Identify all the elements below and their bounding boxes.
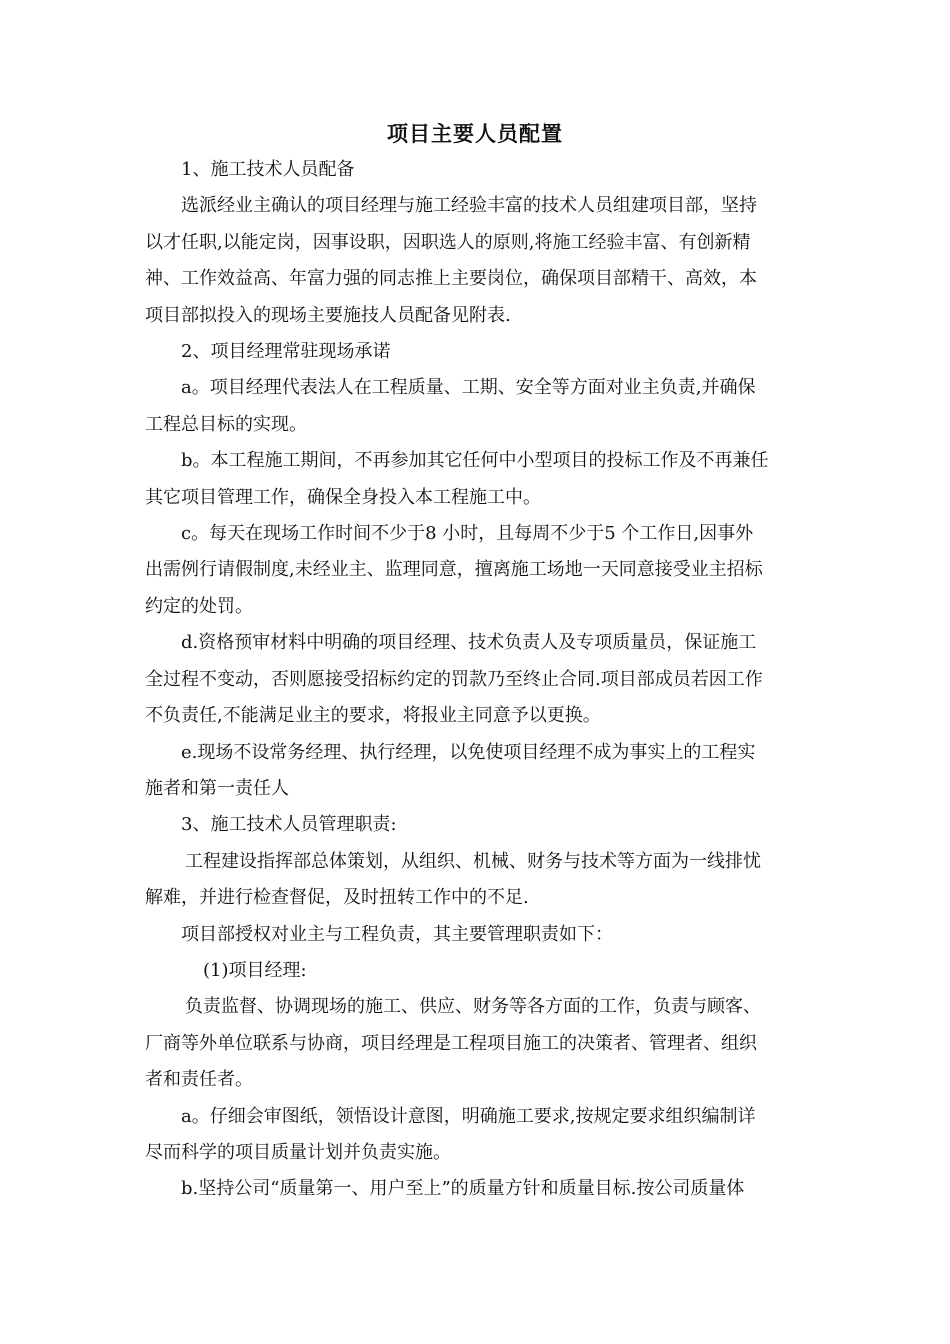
section-heading: 3、施工技术人员管理职责: bbox=[181, 814, 397, 836]
paragraph-line: 尽而科学的项目质量计划并负责实施。 bbox=[145, 1141, 451, 1163]
paragraph-line: 项目部授权对业主与工程负责，其主要管理职责如下： bbox=[181, 923, 613, 945]
paragraph-line: b.坚持公司“质量第一、用户至上”的质量方针和质量目标.按公司质量体 bbox=[181, 1178, 745, 1200]
paragraph-line: d.资格预审材料中明确的项目经理、技术负责人及专项质量员，保证施工 bbox=[181, 632, 757, 654]
paragraph-line: 负责监督、协调现场的施工、供应、财务等各方面的工作，负责与顾客、 bbox=[185, 996, 761, 1018]
paragraph-line: 出需例行请假制度,未经业主、监理同意，擅离施工场地一天同意接受业主招标 bbox=[145, 559, 763, 581]
paragraph-line: 项目部拟投入的现场主要施技人员配备见附表. bbox=[145, 304, 511, 326]
paragraph-line: 以才任职,以能定岗，因事设职，因职选人的原则,将施工经验丰富、有创新精 bbox=[145, 231, 751, 253]
paragraph-line: 者和责任者。 bbox=[145, 1069, 253, 1091]
paragraph-line: 选派经业主确认的项目经理与施工经验丰富的技术人员组建项目部，坚持 bbox=[181, 195, 757, 217]
subsection-heading: (1)项目经理: bbox=[203, 959, 307, 981]
paragraph-line: 全过程不变动，否则愿接受招标约定的罚款乃至终止合同.项目部成员若因工作 bbox=[145, 668, 763, 690]
paragraph-line: 施者和第一责任人 bbox=[145, 777, 289, 799]
paragraph-line: 神、工作效益高、年富力强的同志推上主要岗位，确保项目部精干、高效，本 bbox=[145, 268, 757, 290]
document-body bbox=[145, 152, 810, 1208]
paragraph-line: 不负责任,不能满足业主的要求，将报业主同意予以更换。 bbox=[145, 705, 601, 727]
paragraph-line: b。本工程施工期间，不再参加其它任何中小型项目的投标工作及不再兼任 bbox=[181, 450, 769, 472]
document-title: 项目主要人员配置 bbox=[387, 122, 563, 146]
paragraph-line: 其它项目管理工作，确保全身投入本工程施工中。 bbox=[145, 486, 541, 508]
paragraph-line: 工程总目标的实现。 bbox=[145, 413, 307, 435]
paragraph-line: a。项目经理代表法人在工程质量、工期、安全等方面对业主负责,并确保 bbox=[181, 377, 756, 399]
paragraph-line: 厂商等外单位联系与协商，项目经理是工程项目施工的决策者、管理者、组织 bbox=[145, 1032, 757, 1054]
paragraph-line: e.现场不设常务经理、执行经理，以免使项目经理不成为事实上的工程实 bbox=[181, 741, 756, 763]
section-heading: 2、项目经理常驻现场承诺 bbox=[181, 341, 391, 363]
paragraph-line: c。每天在现场工作时间不少于8 小时，且每周不少于5 个工作日,因事外 bbox=[181, 523, 754, 545]
paragraph-line: 解难，并进行检查督促，及时扭转工作中的不足. bbox=[145, 887, 529, 909]
section-heading: 1、施工技术人员配备 bbox=[181, 159, 355, 180]
paragraph-line: 工程建设指挥部总体策划，从组织、机械、财务与技术等方面为一线排忧 bbox=[185, 850, 761, 872]
paragraph-line: 约定的处罚。 bbox=[145, 595, 253, 617]
paragraph-line: a。仔细会审图纸，领悟设计意图，明确施工要求,按规定要求组织编制详 bbox=[181, 1105, 756, 1127]
